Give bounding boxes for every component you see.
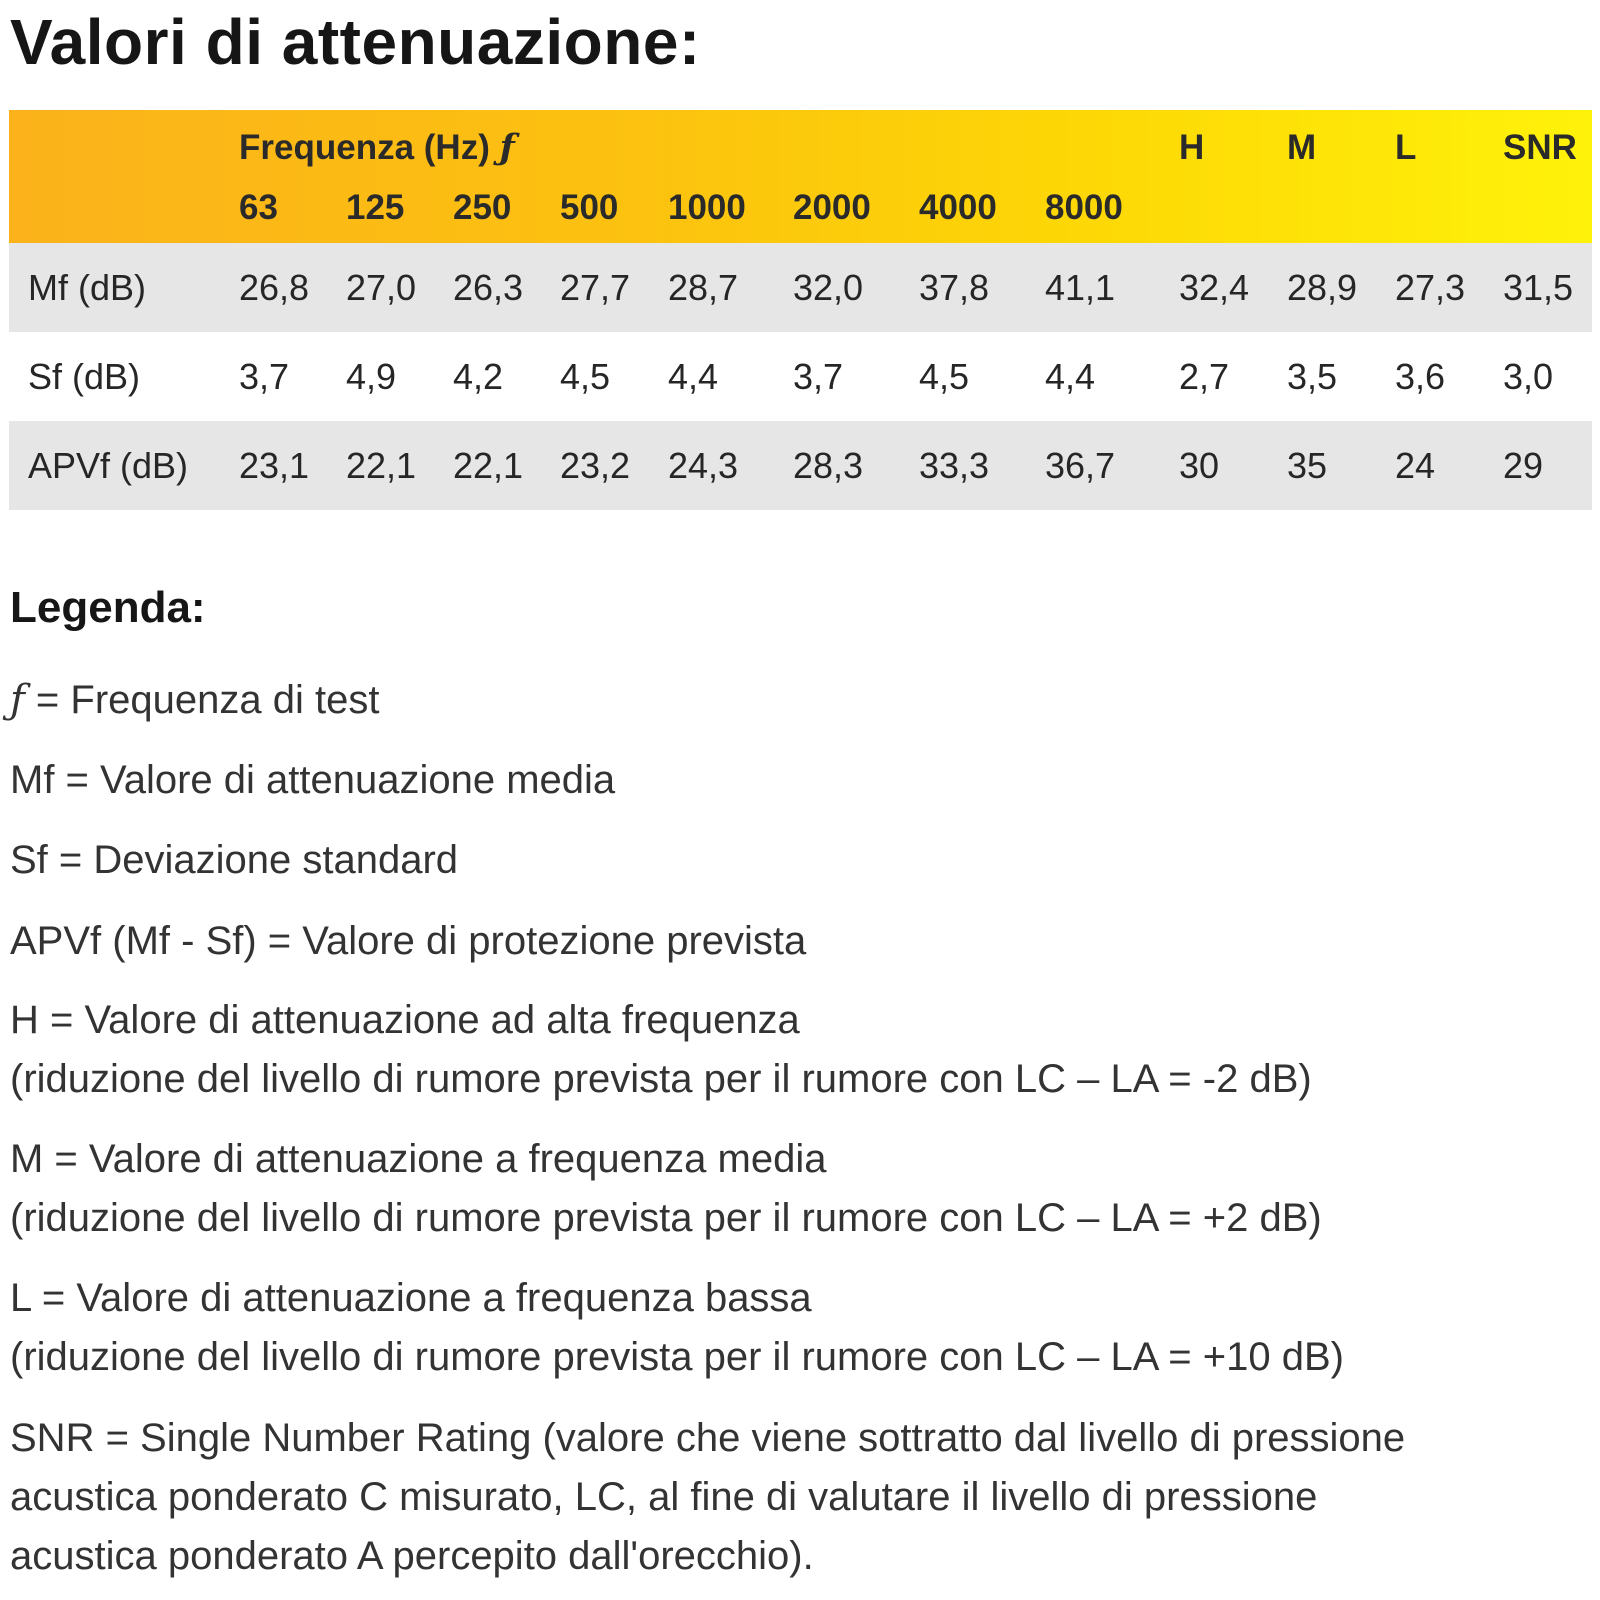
table-cell: 27,7 <box>560 267 631 308</box>
table-cell: 22,1 <box>346 445 417 486</box>
legend-text: = Frequenza di test <box>24 678 380 722</box>
table-cell: 29 <box>1503 445 1544 486</box>
summary-header-h: H <box>1179 128 1205 167</box>
table-cell: 3,0 <box>1503 356 1554 397</box>
table-cell: 26,8 <box>239 267 310 308</box>
table-cell: 3,7 <box>793 356 844 397</box>
summary-header-snr: SNR <box>1503 128 1577 167</box>
legend-item-snr <box>10 1409 1405 1586</box>
legend-text: acustica ponderato A percepito dall'orecchio). <box>10 1534 814 1578</box>
table-cell: 4,5 <box>919 356 970 397</box>
attenuation-table <box>9 110 1592 510</box>
freq-header-8000: 8000 <box>1045 188 1123 227</box>
legend-item-mf <box>10 751 615 810</box>
table-row-apvf <box>9 421 1592 510</box>
table-cell: 3,7 <box>239 356 290 397</box>
table-cell: 24,3 <box>668 445 739 486</box>
table-cell: 28,3 <box>793 445 864 486</box>
legend-text: Sf = Deviazione standard <box>10 838 459 882</box>
frequency-header <box>239 128 515 168</box>
table-cell: 4,2 <box>453 356 504 397</box>
legend-text: H = Valore di attenuazione ad alta frequenza <box>10 998 800 1042</box>
table-row-sf <box>9 332 1592 421</box>
frequency-header-label: Frequenza (Hz) <box>239 128 490 167</box>
table-cell: 4,4 <box>1045 356 1096 397</box>
table-cell: 30 <box>1179 445 1220 486</box>
summary-header-m: M <box>1287 128 1317 167</box>
table-cell: 24 <box>1395 445 1436 486</box>
table-cell: 3,5 <box>1287 356 1338 397</box>
table-cell: 27,0 <box>346 267 417 308</box>
freq-header-250: 250 <box>453 188 512 227</box>
row-label: APVf (dB) <box>28 445 189 486</box>
freq-header-1000: 1000 <box>668 188 746 227</box>
legend-item-l <box>10 1269 1344 1387</box>
table-cell: 36,7 <box>1045 445 1116 486</box>
freq-header-63: 63 <box>239 188 278 227</box>
legend-text: SNR = Single Number Rating (valore che viene sottratto dal livello di pressione <box>10 1416 1406 1460</box>
legend-text: Mf = Valore di attenuazione media <box>10 758 616 802</box>
table-cell: 31,5 <box>1503 267 1574 308</box>
table-cell: 28,7 <box>668 267 739 308</box>
freq-header-4000: 4000 <box>919 188 997 227</box>
freq-header-2000: 2000 <box>793 188 871 227</box>
summary-header-l: L <box>1395 128 1417 167</box>
legend-text: APVf (Mf - Sf) = Valore di protezione prevista <box>10 919 807 963</box>
table-header <box>9 110 1592 243</box>
freq-header-500: 500 <box>560 188 619 227</box>
legend-text: (riduzione del livello di rumore prevista per il rumore con LC – LA = -2 dB) <box>10 1057 1312 1101</box>
table-cell: 32,0 <box>793 267 864 308</box>
table-cell: 2,7 <box>1179 356 1230 397</box>
table-cell: 23,1 <box>239 445 310 486</box>
legend-item-apvf <box>10 912 806 971</box>
table-row-mf <box>9 243 1592 332</box>
row-label: Sf (dB) <box>28 356 141 397</box>
frequency-symbol: ƒ <box>499 127 515 168</box>
table-cell: 4,9 <box>346 356 397 397</box>
legend-item-sf <box>10 831 458 890</box>
legend-title: Legenda: <box>10 583 206 632</box>
table-cell: 3,6 <box>1395 356 1446 397</box>
legend-item-h <box>10 991 1312 1109</box>
row-label: Mf (dB) <box>28 267 147 308</box>
table-cell: 32,4 <box>1179 267 1250 308</box>
legend-text: L = Valore di attenuazione a frequenza bassa <box>10 1276 812 1320</box>
freq-header-125: 125 <box>346 188 405 227</box>
page-title: Valori di attenuazione: <box>10 6 701 78</box>
legend-item-f <box>10 671 379 730</box>
frequency-symbol: ƒ <box>10 677 25 723</box>
table-cell: 4,5 <box>560 356 611 397</box>
table-cell: 35 <box>1287 445 1328 486</box>
legend-text: (riduzione del livello di rumore prevista per il rumore con LC – LA = +2 dB) <box>10 1196 1322 1240</box>
legend-text: acustica ponderato C misurato, LC, al fine di valutare il livello di pressione <box>10 1475 1318 1519</box>
table-cell: 22,1 <box>453 445 524 486</box>
table-cell: 41,1 <box>1045 267 1116 308</box>
table-cell: 33,3 <box>919 445 990 486</box>
table-cell: 28,9 <box>1287 267 1358 308</box>
table-cell: 26,3 <box>453 267 524 308</box>
table-cell: 4,4 <box>668 356 719 397</box>
table-cell: 27,3 <box>1395 267 1466 308</box>
legend-item-m <box>10 1130 1322 1248</box>
legend-text: (riduzione del livello di rumore prevista per il rumore con LC – LA = +10 dB) <box>10 1335 1344 1379</box>
table-cell: 37,8 <box>919 267 990 308</box>
table-cell: 23,2 <box>560 445 631 486</box>
legend-text: M = Valore di attenuazione a frequenza media <box>10 1137 827 1181</box>
